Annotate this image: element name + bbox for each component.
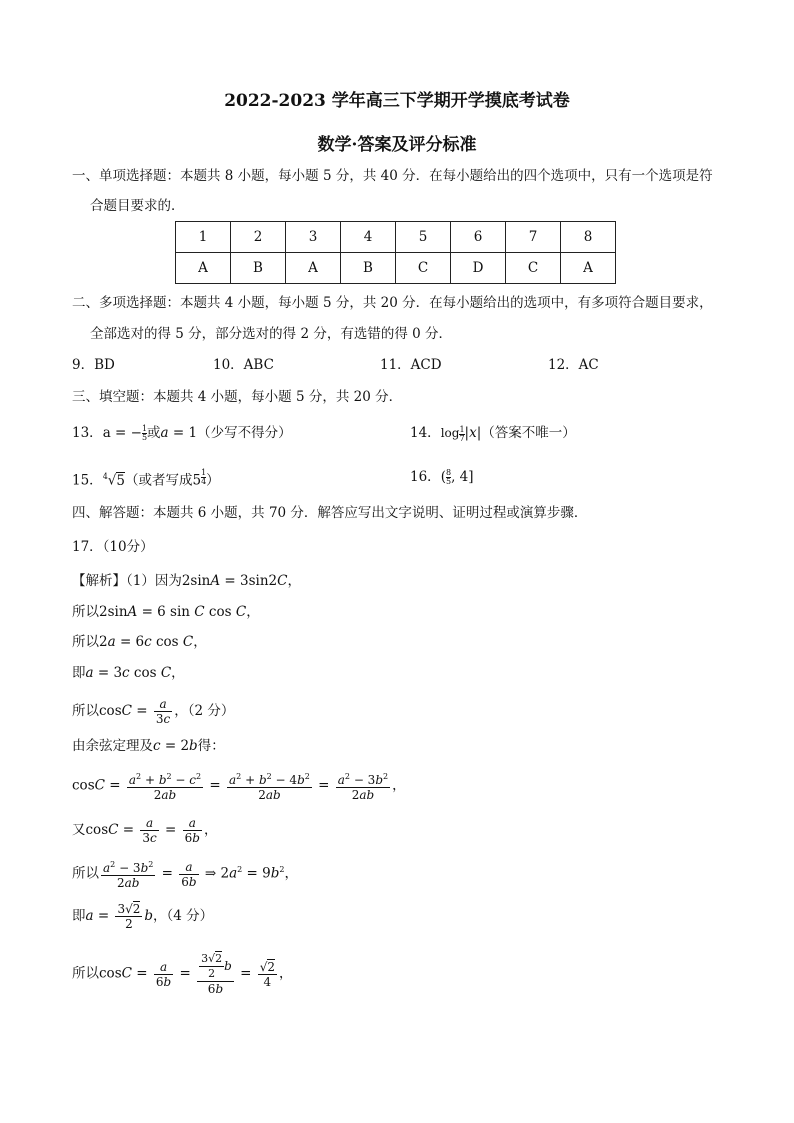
answer-14-note: （答案不唯一） — [481, 425, 576, 441]
fraction: $\frac{3√2}{2}$ b 6b — [197, 952, 234, 996]
answer-cell: C — [396, 253, 451, 284]
section2-heading: 二、多项选择题：本题共 4 小题，每小题 5 分，共 20 分．在每小题给出的选项中，有多项符合题目要求， — [72, 295, 713, 311]
answer-cell: B — [341, 253, 396, 284]
question-number-cell: 4 — [341, 222, 396, 253]
answer-13-label: 13． — [72, 425, 103, 441]
answer-table — [175, 221, 616, 284]
solution-line-8: 又cosC = $\frac{a}{3c}$ = $\frac{a}{6b}$ ， — [72, 816, 218, 845]
solution-text: 得： — [197, 738, 225, 754]
fraction: $\frac{a}{3c}$ — [155, 697, 171, 726]
analysis-label: 【解析】 — [72, 573, 126, 589]
question-number-cell: 5 — [396, 222, 451, 253]
fraction: 1 4 — [201, 467, 207, 486]
solution-line-1: 【解析】（1）因为2sinA = 3sin2C， — [72, 573, 301, 589]
answer-cell: D — [451, 253, 506, 284]
solution-line-10: 即a = $\frac{3√2}{2}$ b，（4 分） — [72, 902, 214, 931]
score-note: ，（2 分） — [174, 703, 235, 719]
section2-heading-cont: 全部选对的得 5 分，部分选对的得 2 分，有选错的得 0 分． — [90, 326, 453, 342]
fraction: $\frac{a}{6b}$ — [181, 859, 197, 889]
fraction: $\frac{a^2 - 3b^2}{2ab}$ — [337, 772, 389, 802]
section1-heading: 一、单项选择题：本题共 8 小题，每小题 5 分，共 40 分．在每小题给出的四个选项中，只有一个选项是符 — [72, 168, 713, 184]
solution-text: 即 — [72, 908, 86, 924]
section3-heading: 三、填空题：本题共 4 小题，每小题 5 分，共 20 分． — [72, 389, 403, 405]
section4-heading: 四、解答题：本题共 6 小题，共 70 分．解答应写出文字说明、证明过程或演算步骤． — [72, 505, 588, 521]
solution-text: 又 — [72, 822, 86, 838]
answer-12: 12．AC — [548, 357, 599, 373]
section1-heading-cont: 合题目要求的． — [90, 198, 185, 214]
score-note: ，（4 分） — [153, 908, 214, 924]
fraction: $\frac{1}{5}$ — [141, 424, 148, 442]
solution-line-7: cosC = $\frac{a^2 + b^2 - c^2}{2ab}$ = $\frac{a^2 + b^2 - 4b^2}{2ab}$ = $\frac{a^2 - 3b^2}{2ab}$ ， — [72, 772, 406, 802]
question-number-cell: 1 — [176, 222, 231, 253]
answer-14-label: 14． — [410, 425, 441, 441]
answer-table-number-row — [176, 222, 616, 253]
question-number-cell: 6 — [451, 222, 506, 253]
solution-text: 所以 — [72, 965, 99, 982]
solution-line-2: 所以2sinA = 6 sin C cos C， — [72, 604, 260, 620]
question-number-cell: 2 — [231, 222, 286, 253]
answer-10: 10．ABC — [213, 357, 274, 373]
solution-line-9: 所以 $\frac{a^2 - 3b^2}{2ab}$ = $\frac{a}{6b}$ ⇒ $2a^2 = 9b^2$， — [72, 859, 298, 890]
fraction: $\frac{3√2}{2}$ — [117, 902, 141, 931]
fraction: $\frac{a}{6b}$ — [155, 959, 172, 989]
question-17-title: 17．（10分） — [72, 539, 154, 555]
solution-line-11: 所以cosC = $\frac{a}{6b}$ = $\frac{3√2}{2}$ b 6b = $\frac{√2}{4}$ ， — [72, 952, 293, 996]
answer-cell: C — [506, 253, 561, 284]
answer-14: 14．log $\frac{1}{7}|x|$（答案不唯一） — [410, 424, 576, 443]
answer-9: 9．BD — [72, 357, 115, 373]
solution-line-3: 所以2a = 6c cos C， — [72, 634, 207, 650]
question-number-cell: 7 — [506, 222, 561, 253]
fraction: $\frac{8}{5}$ — [445, 468, 452, 486]
answer-16-label: 16． — [410, 469, 441, 485]
fraction: $\frac{1}{7}$ — [459, 424, 465, 443]
answer-cell: A — [286, 253, 341, 284]
answer-15-label: 15． — [72, 472, 103, 489]
fraction: $\frac{a^2 - 3b^2}{2ab}$ — [103, 860, 154, 890]
answer-cell: B — [231, 253, 286, 284]
answer-15-note: （或者写成 — [124, 472, 193, 489]
answer-15-close: ） — [206, 472, 220, 489]
answer-13-note: （少写不得分） — [197, 425, 292, 441]
answer-13: 13．a = − $\frac{1}{5}$或a = 1（少写不得分） — [72, 424, 292, 442]
fraction: $\frac{a}{3c}$ — [142, 816, 157, 845]
answer-cell: A — [561, 253, 616, 284]
question-number-cell: 8 — [561, 222, 616, 253]
fraction: $\frac{a^2 + b^2 - c^2}{2ab}$ — [128, 772, 202, 802]
solution-text: 所以 — [72, 865, 99, 882]
answer-16: 16．( $\frac{8}{5}$, 4] — [410, 468, 474, 486]
solution-text: 所以 — [72, 634, 99, 650]
page-subtitle: 数学·答案及评分标准 — [317, 135, 477, 155]
fraction: $\frac{a^2 + b^2 - 4b^2}{2ab}$ — [229, 772, 310, 802]
answer-cell: A — [176, 253, 231, 284]
answer-11: 11．ACD — [380, 357, 442, 373]
solution-line-5: 所以cosC = $\frac{a}{3c}$ ，（2 分） — [72, 697, 235, 726]
solution-text: 所以 — [72, 604, 99, 620]
solution-text: 所以 — [72, 703, 99, 719]
question-number-cell: 3 — [286, 222, 341, 253]
solution-line-4: 即a = 3c cos C， — [72, 665, 185, 681]
solution-line-6: 由余弦定理及c = 2b得： — [72, 738, 225, 754]
answer-table-answer-row — [176, 253, 616, 284]
solution-text: 即 — [72, 665, 86, 681]
fraction: $\frac{√2}{4}$ — [259, 959, 276, 989]
solution-text: 由余弦定理及 — [72, 738, 153, 754]
page-title: 2022-2023 学年高三下学期开学摸底考试卷 — [224, 91, 570, 111]
solution-text: （1）因为 — [126, 573, 182, 589]
fraction: $\frac{a}{6b}$ — [184, 816, 200, 845]
answer-15: 15．$^4$√5（或者写成5 $^{\frac{1}{4}}$） — [72, 467, 220, 489]
